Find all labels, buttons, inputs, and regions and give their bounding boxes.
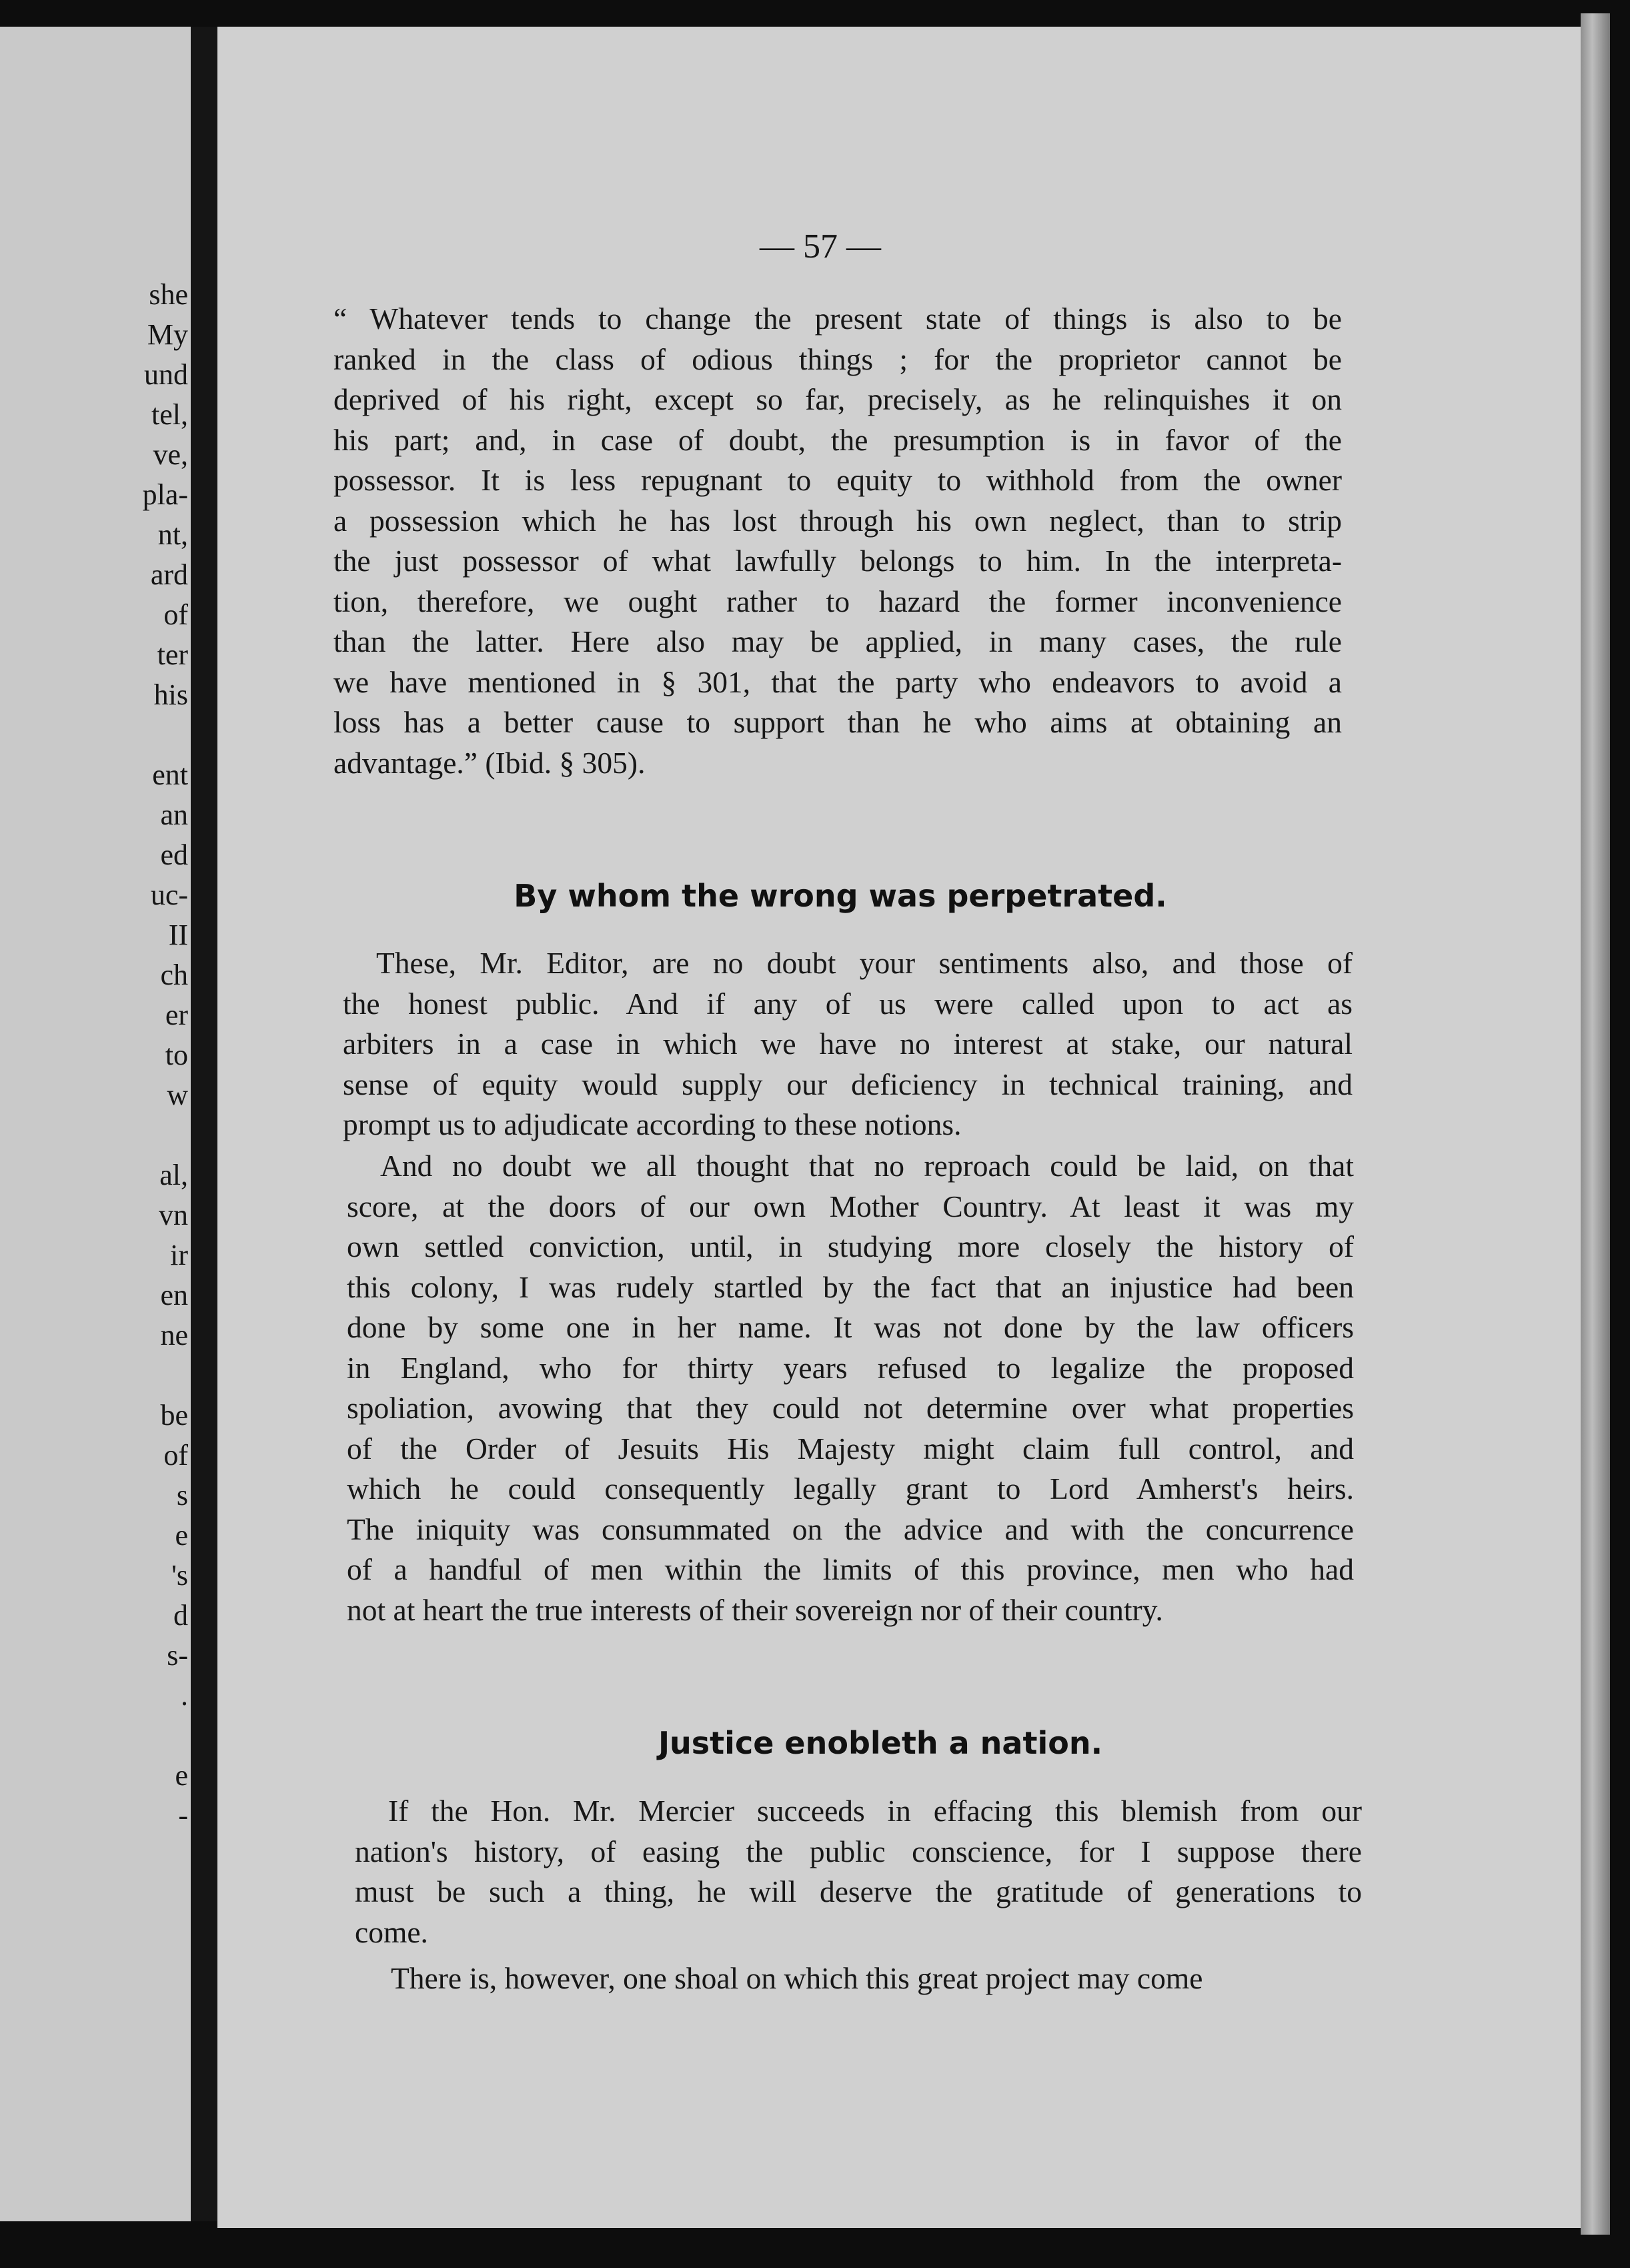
text-line: score, at the doors of our own Mother Country. At least it was my: [347, 1189, 1354, 1223]
section-heading-2: Justice enobleth a nation.: [658, 1725, 1103, 1761]
left-page-fragment: ter: [157, 638, 188, 671]
left-page-fragment: ne: [160, 1319, 188, 1351]
text-line: a possession which he has lost through his own neglect, than to strip: [333, 503, 1342, 538]
text-line: ranked in the class of odious things ; for the proprietor cannot be: [333, 342, 1342, 376]
text-line: arbiters in a case in which we have no interest at stake, our natural: [343, 1027, 1353, 1061]
text-line: the honest public. And if any of us were called upon to act as: [343, 986, 1353, 1021]
left-page-fragment: .: [181, 1679, 188, 1712]
text-line: “ Whatever tends to change the present state of things is also to be: [333, 302, 1342, 336]
page-edge-strip: [1581, 13, 1610, 2235]
paragraph-3: [355, 1791, 1362, 1952]
text-line: the just possessor of what lawfully belongs to him. In the interpreta-: [333, 544, 1342, 578]
left-page-fragment: pla-: [142, 478, 188, 511]
text-line: The iniquity was consummated on the advice and with the concurrence: [347, 1512, 1354, 1546]
left-page-fragment: s-: [167, 1639, 188, 1672]
text-line: of a handful of men within the limits of this province, men who had: [347, 1552, 1354, 1586]
text-line: sense of equity would supply our deficiency in technical training, and: [343, 1067, 1353, 1101]
left-page-fragment: be: [160, 1399, 188, 1432]
left-page-fragment: w: [167, 1079, 188, 1111]
book-gutter: [191, 27, 217, 2221]
text-line: his part; and, in case of doubt, the presumption is in favor of the: [333, 422, 1342, 457]
left-page-fragment: nt,: [157, 518, 188, 551]
text-line: If the Hon. Mr. Mercier succeeds in effacing this blemish from our: [388, 1794, 1362, 1828]
text-line: nation's history, of easing the public conscience, for I suppose there: [355, 1834, 1362, 1868]
text-line: which he could consequently legally grant to Lord Amherst's heirs.: [347, 1472, 1354, 1506]
text-line: of the Order of Jesuits His Majesty might claim full control, and: [347, 1431, 1354, 1466]
text-line: own settled conviction, until, in studying more closely the history of: [347, 1229, 1354, 1263]
section-heading-1: By whom the wrong was perpetrated.: [514, 878, 1167, 914]
left-page-fragment: ir: [170, 1239, 188, 1271]
left-page-fragment: 's: [171, 1559, 188, 1592]
left-page-fragment: an: [160, 798, 188, 831]
text-line: this colony, I was rudely startled by the fact that an injustice had been: [347, 1269, 1354, 1304]
left-page-fragment: My: [147, 318, 188, 351]
left-page-fragment: of: [163, 598, 188, 631]
left-page-fragment: und: [144, 358, 188, 391]
left-page-fragment: ve,: [153, 438, 188, 471]
text-line: tion, therefore, we ought rather to hazard the former inconvenience: [333, 584, 1342, 618]
text-line: not at heart the true interests of their sovereign nor of their country.: [347, 1592, 1163, 1627]
left-page-fragment: of: [163, 1439, 188, 1472]
paragraph-4: [357, 1958, 1363, 1999]
text-line: than the latter. Here also may be applied, in many cases, the rule: [333, 624, 1342, 658]
left-page-fragment: his: [153, 678, 188, 711]
text-line: spoliation, avowing that they could not determine over what properties: [347, 1391, 1354, 1425]
left-page-fragment: ed: [160, 838, 188, 871]
left-page-fragment: she: [149, 278, 188, 311]
text-line: loss has a better cause to support than he who aims at obtaining an: [333, 705, 1342, 739]
left-page-fragment: tel,: [151, 398, 188, 431]
text-line: in England, who for thirty years refused to legalize the proposed: [347, 1350, 1354, 1385]
text-line: we have mentioned in § 301, that the party who endeavors to avoid a: [333, 664, 1342, 699]
text-line: done by some one in her name. It was not done by the law officers: [347, 1310, 1354, 1344]
left-page-fragment: uc-: [150, 879, 188, 911]
left-page-fragment: vn: [159, 1199, 188, 1231]
left-page-fragment: to: [165, 1039, 188, 1071]
left-page-fragment: s: [176, 1479, 188, 1512]
text-line: possessor. It is less repugnant to equity to withhold from the owner: [333, 463, 1342, 497]
left-page-fragment: al,: [159, 1159, 188, 1191]
paragraph-1: [343, 943, 1353, 1145]
quote-block: [333, 299, 1342, 783]
page-number: — 57 —: [760, 227, 881, 265]
left-page-fragment: ent: [152, 758, 188, 791]
left-page-fragment: d: [173, 1599, 188, 1632]
text-line: These, Mr. Editor, are no doubt your sentiments also, and those of: [376, 946, 1353, 980]
left-page-fragment: ard: [150, 558, 188, 591]
text-line: deprived of his right, except so far, precisely, as he relinquishes it on: [333, 382, 1342, 416]
left-page-fragment: II: [168, 919, 188, 951]
left-page-fragment: en: [160, 1279, 188, 1311]
text-line: advantage.” (Ibid. § 305).: [333, 745, 646, 780]
text-line: And no doubt we all thought that no reproach could be laid, on that: [380, 1149, 1354, 1183]
text-line: prompt us to adjudicate according to these notions.: [343, 1107, 962, 1141]
text-line: There is, however, one shoal on which this great project may come: [391, 1961, 1203, 1995]
text-line: come.: [355, 1914, 428, 1949]
paragraph-2: [347, 1146, 1354, 1630]
left-page-fragment: er: [165, 999, 188, 1031]
left-page-fragment: e: [175, 1759, 188, 1792]
left-page-fragment: -: [178, 1799, 188, 1832]
left-page-fragment: e: [175, 1519, 188, 1552]
text-line: must be such a thing, he will deserve the gratitude of generations to: [355, 1874, 1362, 1908]
left-page-fragment: ch: [160, 959, 188, 991]
left-page-edge: [0, 27, 191, 2221]
